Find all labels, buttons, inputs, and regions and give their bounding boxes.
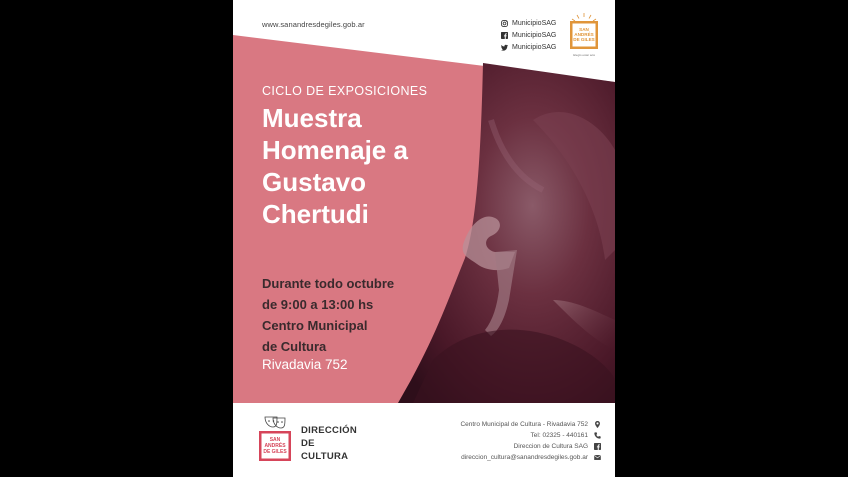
event-title-line: Muestra: [262, 103, 362, 133]
contact-text: Tel: 02325 - 440161: [530, 432, 588, 439]
event-title-line: Gustavo: [262, 167, 367, 197]
event-date: Durante todo octubre: [262, 276, 395, 291]
website-url[interactable]: www.sanandresdegiles.gob.ar: [262, 20, 365, 29]
event-address: Rivadavia 752: [262, 357, 348, 372]
social-label: MunicipioSAG: [512, 20, 557, 27]
logo-tagline: Elegís estar acá: [573, 53, 595, 57]
poster-footer: [233, 403, 615, 477]
contact-address: [460, 421, 601, 428]
culture-logo: [257, 415, 293, 463]
logo-line: ANDRÉS: [264, 443, 286, 449]
phone-icon: [594, 432, 601, 439]
contact-text: direccion_cultura@sanandresdegiles.gob.ar: [461, 454, 588, 461]
contact-text: Centro Municipal de Cultura - Rivadavia 752: [460, 421, 588, 428]
logo-line: SAN: [269, 437, 281, 443]
contact-email[interactable]: [461, 454, 601, 461]
logo-line: DE GILES: [263, 449, 287, 455]
event-kicker: CICLO DE EXPOSICIONES: [262, 84, 428, 98]
logo-line: ANDRÉS: [574, 32, 594, 37]
contact-text: Direccion de Cultura SAG: [513, 443, 588, 450]
social-label: MunicipioSAG: [512, 32, 557, 39]
logo-line: SAN: [579, 27, 589, 32]
contact-facebook[interactable]: [514, 443, 601, 450]
department-name: DIRECCIÓN: [301, 425, 358, 436]
event-venue: Centro Municipal: [262, 318, 368, 333]
event-hours: de 9:00 a 13:00 hs: [262, 297, 374, 312]
contact-phone[interactable]: [531, 432, 601, 439]
social-label: MunicipioSAG: [512, 44, 557, 51]
department-name: DE: [301, 438, 315, 449]
location-pin-icon: [594, 421, 601, 428]
event-venue: de Cultura: [262, 339, 327, 354]
poster: [233, 0, 615, 477]
event-title-line: Homenaje a: [262, 135, 408, 165]
department-name: CULTURA: [301, 451, 349, 462]
logo-line: DE GILES: [573, 37, 595, 42]
mail-icon: [594, 454, 601, 461]
event-title-line: Chertudi: [262, 199, 369, 229]
facebook-icon: [594, 443, 601, 450]
